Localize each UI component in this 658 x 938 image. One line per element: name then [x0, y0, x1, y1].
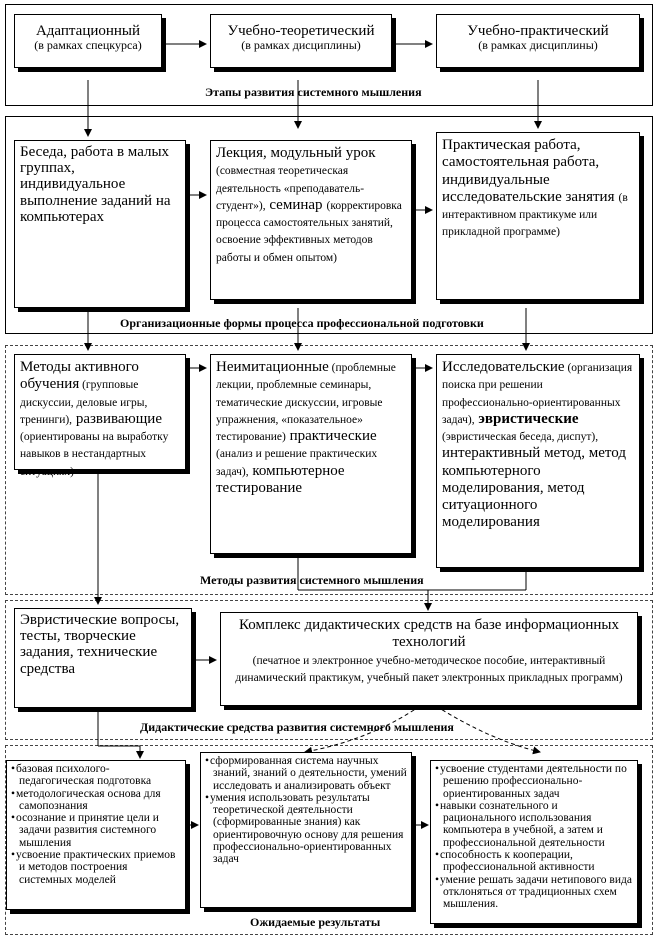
means-col2	[220, 612, 638, 706]
results-col1	[6, 760, 186, 910]
stage-theoretical-subtitle: (в рамках дисциплины)	[241, 38, 361, 53]
methods-active-learning: Методы активного обучения	[20, 359, 139, 393]
result-item: • усвоение студентами деятельности по решению профессионально-ориентированных задач	[435, 763, 633, 800]
results-col2	[200, 752, 412, 908]
methods-active-learning-note: (групповые дискуссии, деловые игры, тренинги),	[20, 379, 148, 426]
result-item: • навыки сознательного и рационального использования компьютера в учебной, а затем и профессиональной деятельности	[435, 800, 633, 849]
forms-col3	[436, 132, 640, 300]
forms-col1-text: Беседа, работа в малых группах, индивидуальное выполнение заданий на компьютерах	[20, 144, 171, 225]
methods-research-note: (организация поиска при решении профессионально-ориентированных задач),	[442, 362, 633, 426]
means-col1	[14, 608, 192, 708]
stage-theoretical-title: Учебно-теоретический	[227, 23, 375, 39]
methods-practical: практические	[285, 428, 377, 445]
results-col3-list	[435, 763, 633, 911]
result-item: • сформированная система научных знаний, знаний о деятельности, умений исследовать и анализировать объект	[205, 755, 407, 792]
stage-adaptation-subtitle: (в рамках спецкурса)	[34, 38, 142, 53]
methods-heuristic-note: (эвристическая беседа, диспут),	[442, 431, 599, 444]
forms-col2-lecture: Лекция, модульный урок	[216, 145, 376, 161]
forms-col1	[14, 140, 186, 308]
forms-col2-seminar: семинар	[265, 196, 323, 213]
results-label: Ожидаемые результаты	[250, 915, 381, 929]
forms-col2-lecture-note: (совместная теоретическая деятельность «преподаватель-студент»),	[216, 165, 365, 212]
methods-developing-note: (ориентированы на выработку навыков в нестандартных ситуациях)	[20, 431, 169, 478]
stage-adaptation	[14, 14, 162, 68]
methods-practical-note: (анализ и решение практических задач),	[216, 448, 378, 478]
methods-non-imitation: Неимитационные	[216, 359, 329, 375]
means-label: Дидактические средства развития системного мышления	[140, 720, 454, 734]
stage-practical-title: Учебно-практический	[467, 23, 609, 39]
methods-heuristic: эвристические	[474, 410, 579, 427]
result-item: • умения использовать результаты теоретической деятельности (сформированные знания) как ориентировочную основу для решения профессионально-ориентированных задач	[205, 792, 407, 866]
stage-theoretical	[210, 14, 392, 68]
means-col1-text: Эвристические вопросы, тесты, творческие задания, технические средства	[20, 612, 180, 677]
stages-label: Этапы развития системного мышления	[205, 85, 422, 99]
methods-developing: развивающие	[72, 410, 162, 427]
stage-practical-subtitle: (в рамках дисциплины)	[478, 38, 598, 53]
methods-computer-testing: компьютерное тестирование	[216, 462, 345, 496]
forms-col2	[210, 140, 412, 300]
forms-col3-text: Практическая работа, самостоятельная работа, индивидуальные исследовательские занятия	[442, 137, 615, 205]
methods-interactive: интерактивный метод, метод компьютерного моделирования, метод ситуационного моделирования	[442, 445, 626, 531]
result-item: • методологическая основа для самопознания	[11, 788, 181, 813]
result-item: • способность к кооперации, профессиональной активности	[435, 849, 633, 874]
stage-adaptation-title: Адаптационный	[35, 23, 141, 39]
means-complex-title: Комплекс дидактических средств на базе информационных технологий	[238, 617, 619, 651]
forms-label: Организационные формы процесса профессиональной подготовки	[120, 316, 484, 330]
results-col1-list	[11, 763, 181, 886]
methods-col2	[210, 354, 412, 554]
forms-col3-note: (в интерактивном практикуме или прикладной программе)	[442, 191, 628, 239]
methods-label: Методы развития системного мышления	[200, 573, 424, 587]
result-item: • усвоение практических приемов и методов построения системных моделей	[11, 849, 181, 886]
result-item: • базовая психолого-педагогическая подготовка	[11, 763, 181, 788]
result-item: • умение решать задачи нетипового вида отклоняться от традиционных схем мышления.	[435, 874, 633, 911]
forms-col2-seminar-note: (корректировка процесса самостоятельных занятий, освоение эффективных методов работы и обмен опытом)	[216, 199, 402, 264]
result-item: • осознание и принятие цели и задачи развития системного мышления	[11, 812, 181, 849]
methods-non-imitation-note: (проблемные лекции, проблемные семинары, тематические дискуссии, игровые упражнения, «показательное» тестирование)	[216, 362, 396, 444]
methods-col3	[436, 354, 640, 568]
means-complex-note: (печатное и электронное учебно-методическое пособие, интерактивный динамический практикум, учебный пакет электронных прикладных программ)	[235, 654, 623, 684]
stage-practical	[436, 14, 640, 68]
results-col2-list	[205, 755, 407, 866]
results-col3	[430, 760, 638, 924]
methods-col1	[14, 354, 186, 478]
methods-research: Исследовательские	[442, 359, 565, 375]
